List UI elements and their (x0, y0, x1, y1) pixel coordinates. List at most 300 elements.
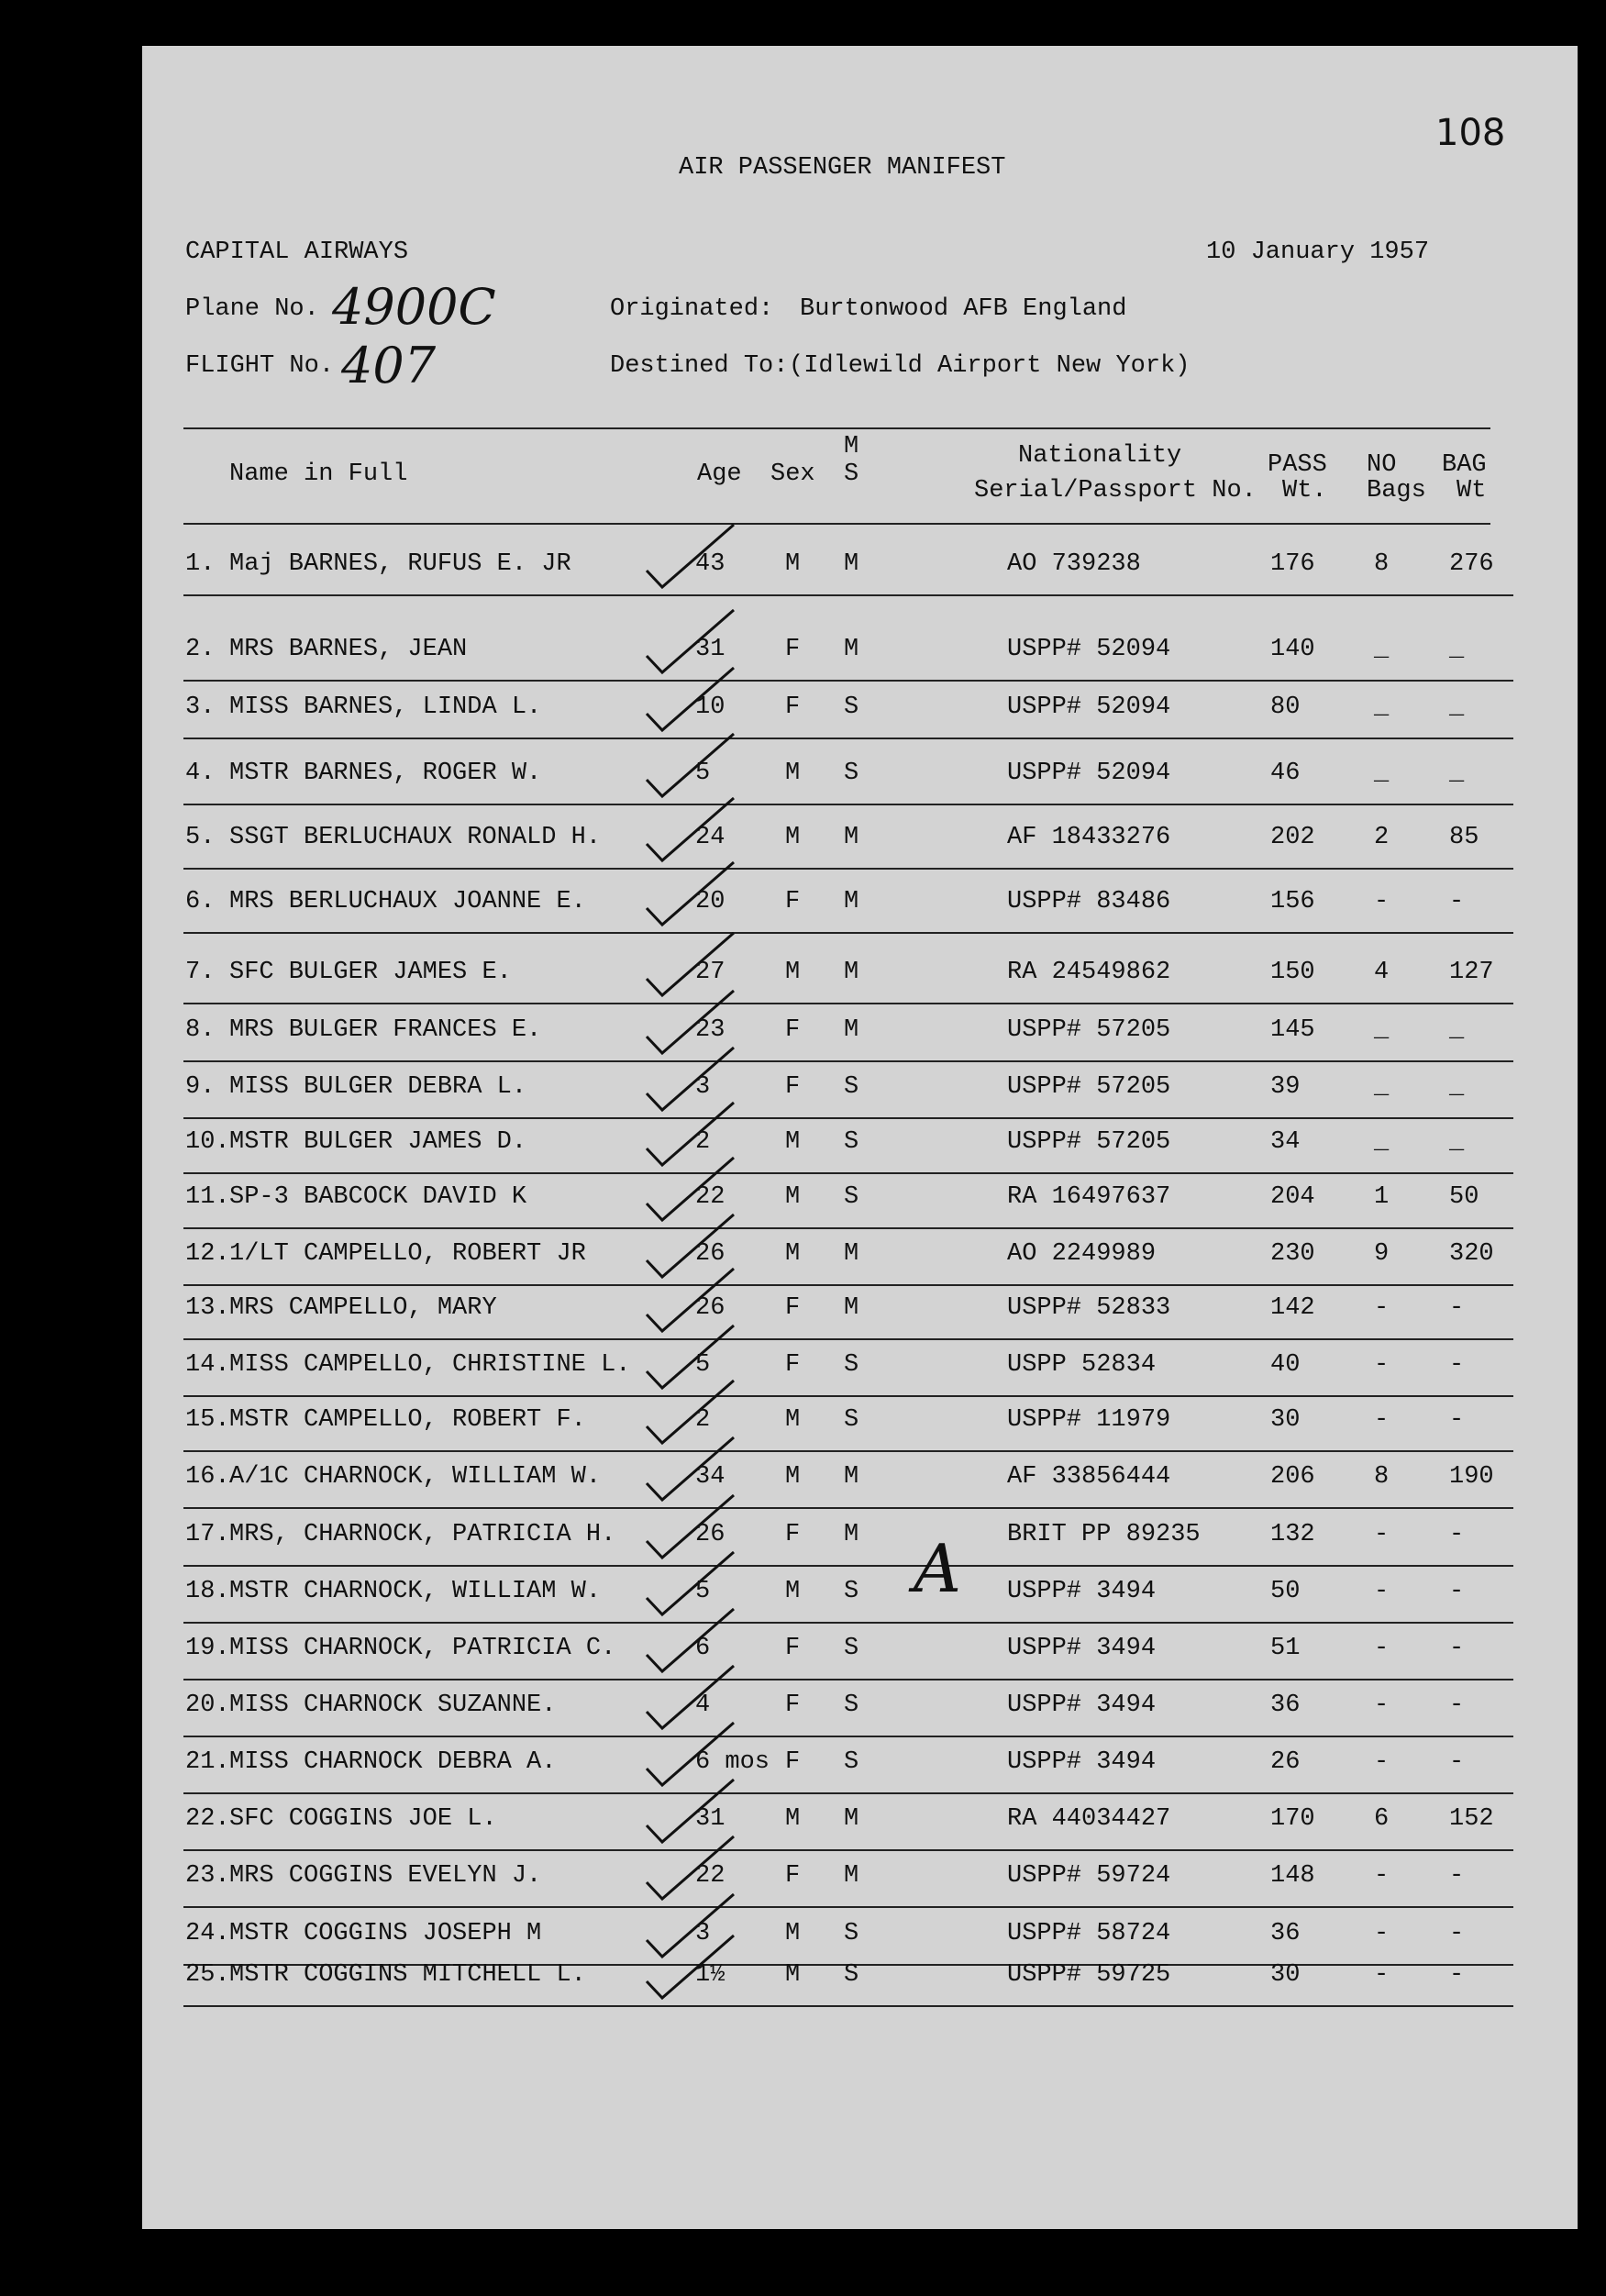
bag-count: - (1374, 1748, 1390, 1776)
row-divider (183, 1060, 1513, 1062)
row-divider (183, 1565, 1513, 1567)
table-row (0, 1075, 1606, 1130)
bag-weight: 85 (1449, 824, 1479, 851)
row-divider (183, 594, 1513, 596)
destined-value: (Idlewild Airport New York) (789, 352, 1191, 380)
passenger-marital-status: M (844, 636, 859, 663)
passenger-weight: 145 (1270, 1016, 1315, 1044)
passenger-marital-status: S (844, 1578, 859, 1605)
passenger-age: 34 (695, 1463, 725, 1491)
passenger-weight: 34 (1270, 1128, 1301, 1156)
row-number: 5. (185, 824, 216, 851)
table-row (0, 1296, 1606, 1351)
row-divider (183, 1736, 1513, 1737)
table-row (0, 1242, 1606, 1297)
row-divider (183, 1849, 1513, 1851)
row-number: 14. (185, 1351, 230, 1379)
carrier-name: CAPITAL AIRWAYS (185, 238, 409, 266)
bag-count: 9 (1374, 1240, 1390, 1268)
passenger-age: 20 (695, 888, 725, 915)
passenger-marital-status: S (844, 1183, 859, 1211)
bag-count: 2 (1374, 824, 1390, 851)
passenger-sex: M (785, 1240, 801, 1268)
passenger-marital-status: S (844, 1961, 859, 1989)
passenger-name: SSGT BERLUCHAUX RONALD H. (229, 824, 602, 851)
passenger-sex: F (785, 1351, 801, 1379)
passenger-name: MRS BULGER FRANCES E. (229, 1016, 542, 1044)
table-row (0, 552, 1606, 607)
passenger-marital-status: S (844, 1691, 859, 1719)
bag-count: - (1374, 1920, 1390, 1947)
passenger-age: 5 (695, 1578, 711, 1605)
row-divider (183, 1622, 1513, 1624)
row-number: 11. (185, 1183, 230, 1211)
passenger-marital-status: M (844, 550, 859, 578)
passenger-weight: 150 (1270, 959, 1315, 986)
row-divider (183, 932, 1513, 934)
passenger-marital-status: M (844, 1463, 859, 1491)
passenger-age: 26 (695, 1240, 725, 1268)
passenger-age: 2 (695, 1128, 711, 1156)
row-number: 8. (185, 1016, 216, 1044)
passenger-sex: M (785, 1961, 801, 1989)
page-title: AIR PASSENGER MANIFEST (679, 154, 1006, 182)
passenger-passport: USPP# 3494 (1007, 1635, 1157, 1662)
passenger-name: MISS CAMPELLO, CHRISTINE L. (229, 1351, 631, 1379)
passenger-marital-status: S (844, 760, 859, 787)
row-number: 7. (185, 959, 216, 986)
col-pass-top: PASS (1268, 451, 1327, 479)
passenger-passport: RA 44034427 (1007, 1805, 1171, 1833)
passenger-age: 26 (695, 1521, 725, 1548)
passenger-age: 24 (695, 824, 725, 851)
passenger-age: 23 (695, 1016, 725, 1044)
passenger-name: Maj BARNES, RUFUS E. JR (229, 550, 571, 578)
row-number: 10. (185, 1128, 230, 1156)
passenger-passport: USPP# 52094 (1007, 760, 1171, 787)
passenger-age: 5 (695, 1351, 711, 1379)
passenger-marital-status: M (844, 1862, 859, 1890)
bag-weight: _ (1449, 693, 1465, 721)
passenger-name: A/1C CHARNOCK, WILLIAM W. (229, 1463, 602, 1491)
row-divider (183, 680, 1513, 682)
row-divider (183, 1338, 1513, 1340)
passenger-weight: 170 (1270, 1805, 1315, 1833)
passenger-age: 6 (695, 1635, 711, 1662)
table-row (0, 1580, 1606, 1635)
bag-weight: 152 (1449, 1805, 1494, 1833)
passenger-passport: USPP# 57205 (1007, 1128, 1171, 1156)
row-divider (183, 1395, 1513, 1397)
passenger-name: MSTR BULGER JAMES D. (229, 1128, 527, 1156)
col-sex: Sex (770, 460, 815, 488)
passenger-name: MRS BARNES, JEAN (229, 636, 468, 663)
row-divider (183, 1507, 1513, 1509)
passenger-marital-status: S (844, 1406, 859, 1434)
passenger-weight: 46 (1270, 760, 1301, 787)
originated-value: Burtonwood AFB England (800, 295, 1127, 323)
passenger-weight: 176 (1270, 550, 1315, 578)
passenger-sex: F (785, 888, 801, 915)
bag-weight: - (1449, 1862, 1465, 1890)
bag-count: 8 (1374, 1463, 1390, 1491)
row-divider (183, 1172, 1513, 1174)
passenger-marital-status: M (844, 1805, 859, 1833)
passenger-sex: F (785, 1748, 801, 1776)
passenger-name: MRS, CHARNOCK, PATRICIA H. (229, 1521, 616, 1548)
header-divider (183, 427, 1490, 429)
passenger-sex: F (785, 1016, 801, 1044)
passenger-marital-status: M (844, 1521, 859, 1548)
passenger-name: MISS CHARNOCK, PATRICIA C. (229, 1635, 616, 1662)
passenger-passport: USPP# 57205 (1007, 1073, 1171, 1101)
table-row (0, 1130, 1606, 1185)
passenger-marital-status: S (844, 1128, 859, 1156)
passenger-passport: USPP# 3494 (1007, 1578, 1157, 1605)
bag-weight: - (1449, 1748, 1465, 1776)
row-divider (183, 738, 1513, 739)
passenger-age: 5 (695, 760, 711, 787)
passenger-name: MISS CHARNOCK DEBRA A. (229, 1748, 557, 1776)
passenger-marital-status: M (844, 959, 859, 986)
passenger-weight: 202 (1270, 824, 1315, 851)
bag-count: - (1374, 1635, 1390, 1662)
passenger-name: MISS BARNES, LINDA L. (229, 693, 542, 721)
passenger-name: SP-3 BABCOCK DAVID K (229, 1183, 527, 1211)
row-number: 9. (185, 1073, 216, 1101)
bag-weight: - (1449, 1351, 1465, 1379)
bag-weight: - (1449, 1920, 1465, 1947)
passenger-sex: F (785, 1294, 801, 1322)
col-passport: Serial/Passport No. (974, 477, 1257, 505)
col-bagwt-top: BAG (1442, 451, 1487, 479)
originated-label: Originated: (610, 295, 774, 323)
passenger-age: 26 (695, 1294, 725, 1322)
passenger-marital-status: S (844, 1635, 859, 1662)
passenger-sex: F (785, 636, 801, 663)
col-nobags-bottom: Bags (1367, 477, 1426, 505)
row-divider (183, 1227, 1513, 1229)
plane-number: 4900C (332, 278, 496, 336)
row-number: 2. (185, 636, 216, 663)
passenger-passport: RA 16497637 (1007, 1183, 1171, 1211)
passenger-age: 1½ (695, 1961, 725, 1989)
passenger-name: MSTR CHARNOCK, WILLIAM W. (229, 1578, 602, 1605)
table-row (0, 638, 1606, 693)
bag-count: 1 (1374, 1183, 1390, 1211)
passenger-sex: M (785, 760, 801, 787)
passenger-marital-status: S (844, 693, 859, 721)
bag-count: - (1374, 1862, 1390, 1890)
bag-count: - (1374, 1521, 1390, 1548)
col-ms-top: M (844, 433, 859, 460)
table-row (0, 1185, 1606, 1240)
passenger-passport: USPP# 58724 (1007, 1920, 1171, 1947)
passenger-sex: M (785, 824, 801, 851)
passenger-marital-status: M (844, 888, 859, 915)
bag-weight: 276 (1449, 550, 1494, 578)
bag-weight: _ (1449, 1016, 1465, 1044)
bag-weight: 190 (1449, 1463, 1494, 1491)
bag-count: - (1374, 1961, 1390, 1989)
passenger-name: MSTR BARNES, ROGER W. (229, 760, 542, 787)
passenger-age: 43 (695, 550, 725, 578)
passenger-age: 3 (695, 1920, 711, 1947)
table-row (0, 1963, 1606, 2018)
bag-weight: 50 (1449, 1183, 1479, 1211)
passenger-passport: USPP# 11979 (1007, 1406, 1171, 1434)
passenger-weight: 36 (1270, 1691, 1301, 1719)
col-nobags-top: NO (1367, 451, 1397, 479)
row-number: 22. (185, 1805, 230, 1833)
passenger-sex: M (785, 1578, 801, 1605)
table-row (0, 826, 1606, 881)
flight-number: 407 (341, 337, 437, 394)
bag-weight: - (1449, 1406, 1465, 1434)
table-row (0, 761, 1606, 816)
passenger-passport: BRIT PP 89235 (1007, 1521, 1201, 1548)
bag-count: _ (1374, 760, 1390, 787)
row-number: 15. (185, 1406, 230, 1434)
bag-count: - (1374, 1351, 1390, 1379)
passenger-weight: 230 (1270, 1240, 1315, 1268)
row-number: 12. (185, 1240, 230, 1268)
passenger-sex: F (785, 1691, 801, 1719)
table-row (0, 960, 1606, 1015)
row-number: 4. (185, 760, 216, 787)
passenger-passport: USPP# 59724 (1007, 1862, 1171, 1890)
passenger-marital-status: M (844, 1294, 859, 1322)
passenger-marital-status: S (844, 1920, 859, 1947)
bag-count: _ (1374, 1073, 1390, 1101)
passenger-passport: USPP# 52833 (1007, 1294, 1171, 1322)
passenger-passport: AO 2249989 (1007, 1240, 1157, 1268)
passenger-sex: F (785, 1521, 801, 1548)
passenger-passport: AO 739238 (1007, 550, 1141, 578)
row-divider (183, 868, 1513, 870)
row-number: 23. (185, 1862, 230, 1890)
bag-count: - (1374, 1294, 1390, 1322)
bag-count: _ (1374, 1128, 1390, 1156)
bag-count: 6 (1374, 1805, 1390, 1833)
passenger-weight: 39 (1270, 1073, 1301, 1101)
bag-weight: - (1449, 1521, 1465, 1548)
passenger-weight: 148 (1270, 1862, 1315, 1890)
table-row (0, 1693, 1606, 1748)
row-divider (183, 1679, 1513, 1680)
passenger-passport: USPP# 57205 (1007, 1016, 1171, 1044)
col-pass-bottom: Wt. (1282, 477, 1327, 505)
passenger-sex: M (785, 1805, 801, 1833)
passenger-name: SFC BULGER JAMES E. (229, 959, 512, 986)
passenger-age: 3 (695, 1073, 711, 1101)
bag-weight: - (1449, 1961, 1465, 1989)
row-number: 16. (185, 1463, 230, 1491)
passenger-age: 31 (695, 1805, 725, 1833)
table-row (0, 1523, 1606, 1578)
passenger-name: 1/LT CAMPELLO, ROBERT JR (229, 1240, 586, 1268)
row-number: 21. (185, 1748, 230, 1776)
passenger-marital-status: S (844, 1351, 859, 1379)
col-age: Age (697, 460, 742, 488)
row-number: 20. (185, 1691, 230, 1719)
passenger-passport: USPP# 52094 (1007, 693, 1171, 721)
row-divider (183, 1906, 1513, 1908)
passenger-passport: USPP# 3494 (1007, 1748, 1157, 1776)
table-row (0, 890, 1606, 945)
bag-count: - (1374, 1578, 1390, 1605)
row-number: 24. (185, 1920, 230, 1947)
bag-count: 8 (1374, 550, 1390, 578)
col-nationality: Nationality (1018, 442, 1182, 470)
table-row (0, 1807, 1606, 1862)
bag-weight: - (1449, 888, 1465, 915)
passenger-name: MSTR CAMPELLO, ROBERT F. (229, 1406, 586, 1434)
bag-count: - (1374, 1691, 1390, 1719)
table-row (0, 1353, 1606, 1408)
passenger-marital-status: M (844, 1240, 859, 1268)
row-number: 18. (185, 1578, 230, 1605)
passenger-weight: 51 (1270, 1635, 1301, 1662)
passenger-name: MRS BERLUCHAUX JOANNE E. (229, 888, 586, 915)
passenger-passport: USPP# 3494 (1007, 1691, 1157, 1719)
row-number: 6. (185, 888, 216, 915)
passenger-age: 27 (695, 959, 725, 986)
passenger-name: MRS CAMPELLO, MARY (229, 1294, 497, 1322)
passenger-sex: F (785, 1862, 801, 1890)
passenger-sex: M (785, 1463, 801, 1491)
passenger-age: 22 (695, 1862, 725, 1890)
row-divider (183, 1284, 1513, 1286)
table-row (0, 1636, 1606, 1691)
passenger-age: 6 mos (695, 1748, 770, 1776)
passenger-weight: 206 (1270, 1463, 1315, 1491)
passenger-weight: 50 (1270, 1578, 1301, 1605)
passenger-passport: USPP 52834 (1007, 1351, 1157, 1379)
passenger-name: MISS CHARNOCK SUZANNE. (229, 1691, 557, 1719)
passenger-marital-status: M (844, 1016, 859, 1044)
bag-count: _ (1374, 693, 1390, 721)
margin-annotation-a: A (914, 1530, 961, 1607)
row-divider (183, 2005, 1513, 2007)
bag-weight: - (1449, 1578, 1465, 1605)
passenger-weight: 40 (1270, 1351, 1301, 1379)
passenger-weight: 140 (1270, 636, 1315, 663)
bag-count: 4 (1374, 959, 1390, 986)
table-row (0, 695, 1606, 750)
row-divider (183, 804, 1513, 805)
passenger-sex: F (785, 1635, 801, 1662)
bag-weight: _ (1449, 1073, 1465, 1101)
passenger-weight: 132 (1270, 1521, 1315, 1548)
bag-weight: - (1449, 1294, 1465, 1322)
plane-label: Plane No. (185, 295, 319, 323)
passenger-age: 4 (695, 1691, 711, 1719)
passenger-name: MISS BULGER DEBRA L. (229, 1073, 527, 1101)
passenger-passport: RA 24549862 (1007, 959, 1171, 986)
row-divider (183, 1003, 1513, 1004)
passenger-marital-status: M (844, 824, 859, 851)
passenger-passport: AF 18433276 (1007, 824, 1171, 851)
page-number: 108 (1435, 112, 1506, 154)
passenger-passport: USPP# 59725 (1007, 1961, 1171, 1989)
bag-count: _ (1374, 1016, 1390, 1044)
row-number: 13. (185, 1294, 230, 1322)
bag-count: - (1374, 888, 1390, 915)
passenger-weight: 204 (1270, 1183, 1315, 1211)
passenger-name: MRS COGGINS EVELYN J. (229, 1862, 542, 1890)
passenger-sex: M (785, 1920, 801, 1947)
passenger-sex: F (785, 1073, 801, 1101)
table-row (0, 1465, 1606, 1520)
passenger-weight: 156 (1270, 888, 1315, 915)
bag-weight: 127 (1449, 959, 1494, 986)
passenger-weight: 30 (1270, 1406, 1301, 1434)
manifest-date: 10 January 1957 (1206, 238, 1430, 266)
row-divider (183, 1117, 1513, 1119)
passenger-sex: M (785, 1183, 801, 1211)
passenger-age: 2 (695, 1406, 711, 1434)
passenger-weight: 80 (1270, 693, 1301, 721)
bag-weight: _ (1449, 1128, 1465, 1156)
passenger-weight: 30 (1270, 1961, 1301, 1989)
passenger-passport: USPP# 52094 (1007, 636, 1171, 663)
bag-weight: - (1449, 1691, 1465, 1719)
passenger-age: 10 (695, 693, 725, 721)
row-divider (183, 1450, 1513, 1452)
passenger-weight: 142 (1270, 1294, 1315, 1322)
table-row (0, 1750, 1606, 1805)
row-number: 3. (185, 693, 216, 721)
passenger-sex: M (785, 1128, 801, 1156)
passenger-sex: M (785, 959, 801, 986)
row-number: 1. (185, 550, 216, 578)
bag-weight: 320 (1449, 1240, 1494, 1268)
passenger-passport: USPP# 83486 (1007, 888, 1171, 915)
passenger-sex: M (785, 1406, 801, 1434)
col-ms-bottom: S (844, 460, 859, 488)
bag-weight: - (1449, 1635, 1465, 1662)
passenger-name: MSTR COGGINS JOSEPH M (229, 1920, 542, 1947)
bag-count: - (1374, 1406, 1390, 1434)
col-name: Name in Full (229, 460, 408, 488)
passenger-name: MSTR COGGINS MITCHELL L. (229, 1961, 586, 1989)
col-bagwt-bottom: Wt (1456, 477, 1487, 505)
passenger-marital-status: S (844, 1073, 859, 1101)
row-number: 17. (185, 1521, 230, 1548)
bag-weight: _ (1449, 636, 1465, 663)
passenger-passport: AF 33856444 (1007, 1463, 1171, 1491)
passenger-name: SFC COGGINS JOE L. (229, 1805, 497, 1833)
passenger-age: 22 (695, 1183, 725, 1211)
passenger-weight: 26 (1270, 1748, 1301, 1776)
destined-label: Destined To: (610, 352, 789, 380)
passenger-sex: M (785, 550, 801, 578)
row-divider (183, 1792, 1513, 1794)
flight-label: FLIGHT No. (185, 352, 335, 380)
passenger-weight: 36 (1270, 1920, 1301, 1947)
row-number: 25. (185, 1961, 230, 1989)
bag-weight: _ (1449, 760, 1465, 787)
row-number: 19. (185, 1635, 230, 1662)
table-row (0, 1018, 1606, 1073)
table-row (0, 1864, 1606, 1919)
column-header-divider (183, 523, 1490, 525)
passenger-age: 31 (695, 636, 725, 663)
passenger-sex: F (785, 693, 801, 721)
table-row (0, 1408, 1606, 1463)
passenger-marital-status: S (844, 1748, 859, 1776)
